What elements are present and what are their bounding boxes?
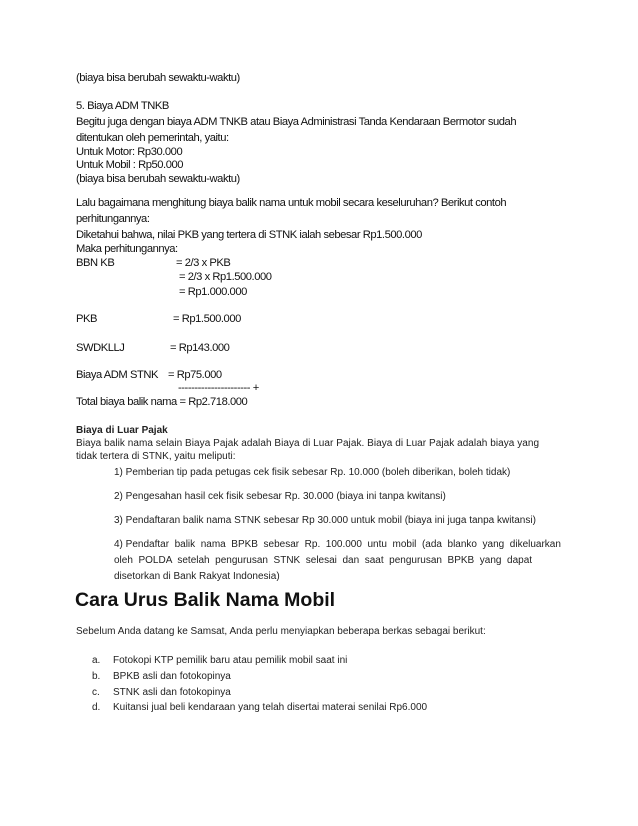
list-item: BPKB asli dan fotokopinya [113, 671, 231, 682]
sum-divider: ---------------------- + [178, 382, 259, 394]
paragraph-line: tidak tertera di STNK, yaitu meliputi: [76, 451, 236, 462]
list-item: 1) Pemberian tip pada petugas cek fisik sebesar Rp. 10.000 (boleh diberikan, boleh tidak) [114, 467, 511, 478]
calc-value: = Rp75.000 [168, 369, 222, 381]
list-item: Fotokopi KTP pemilik baru atau pemilik mobil saat ini [113, 655, 348, 666]
paragraph-line: Diketahui bahwa, nilai PKB yang tertera di STNK ialah sebesar Rp1.500.000 [76, 229, 422, 241]
paragraph-line: Biaya balik nama selain Biaya Pajak adalah Biaya di Luar Pajak. Biaya di Luar Pajak adalah biaya yang [76, 438, 540, 449]
list-item: STNK asli dan fotokopinya [113, 687, 231, 698]
list-marker: d. [92, 702, 101, 713]
paragraph-line: Lalu bagaimana menghitung biaya balik nama untuk mobil secara keseluruhan? Berikut contoh [76, 197, 507, 209]
list-item: 2) Pengesahan hasil cek fisik sebesar Rp. 30.000 (biaya ini tanpa kwitansi) [114, 491, 446, 502]
calc-label-swdkllj: SWDKLLJ [76, 342, 125, 354]
list-item-continuation: disetorkan di Bank Rakyat Indonesia) [114, 571, 280, 582]
section-title-luar-pajak: Biaya di Luar Pajak [76, 425, 168, 436]
paragraph-line: perhitungannya: [76, 213, 150, 225]
list-item: 3) Pendaftaran balik nama STNK sebesar Rp 30.000 untuk mobil (biaya ini juga tanpa kwitansi) [114, 515, 536, 526]
paragraph-line: Sebelum Anda datang ke Samsat, Anda perlu menyiapkan beberapa berkas sebagai berikut: [76, 626, 486, 637]
calc-label-adm: Biaya ADM STNK [76, 369, 158, 381]
paragraph-line: ditentukan oleh pemerintah, yaitu: [76, 132, 229, 144]
calc-label-bbn: BBN KB [76, 257, 115, 269]
list-marker: a. [92, 655, 101, 666]
list-item: 4) Pendaftar balik nama BPKB sebesar Rp. 100.000 untu mobil (ada blanko yang dikeluarkan [114, 539, 561, 550]
calc-value: = Rp1.500.000 [173, 313, 241, 325]
calc-total: Total biaya balik nama = Rp2.718.000 [76, 396, 248, 408]
section-heading: Cara Urus Balik Nama Mobil [75, 589, 336, 611]
list-marker: b. [92, 671, 101, 682]
list-marker: c. [92, 687, 100, 698]
paragraph-line: Maka perhitungannya: [76, 243, 178, 255]
price-motor: Untuk Motor: Rp30.000 [76, 146, 183, 158]
calc-value: = Rp143.000 [170, 342, 230, 354]
list-item: Kuitansi jual beli kendaraan yang telah disertai materai senilai Rp6.000 [113, 702, 428, 713]
section-title-adm-tnkb: 5. Biaya ADM TNKB [76, 100, 169, 112]
calc-value: = 2/3 x PKB [176, 257, 231, 269]
paragraph-line: Begitu juga dengan biaya ADM TNKB atau Biaya Administrasi Tanda Kendaraan Bermotor sudah [76, 116, 517, 128]
note-text: (biaya bisa berubah sewaktu-waktu) [76, 173, 240, 185]
calc-value: = 2/3 x Rp1.500.000 [179, 271, 272, 283]
note-text: (biaya bisa berubah sewaktu-waktu) [76, 72, 240, 84]
calc-label-pkb: PKB [76, 313, 98, 325]
list-item-continuation: oleh POLDA setelah pengurusan STNK selesai dan saat pengurusan BPKB yang dapat [114, 555, 533, 566]
calc-value: = Rp1.000.000 [179, 286, 247, 298]
price-mobil: Untuk Mobil : Rp50.000 [76, 159, 184, 171]
